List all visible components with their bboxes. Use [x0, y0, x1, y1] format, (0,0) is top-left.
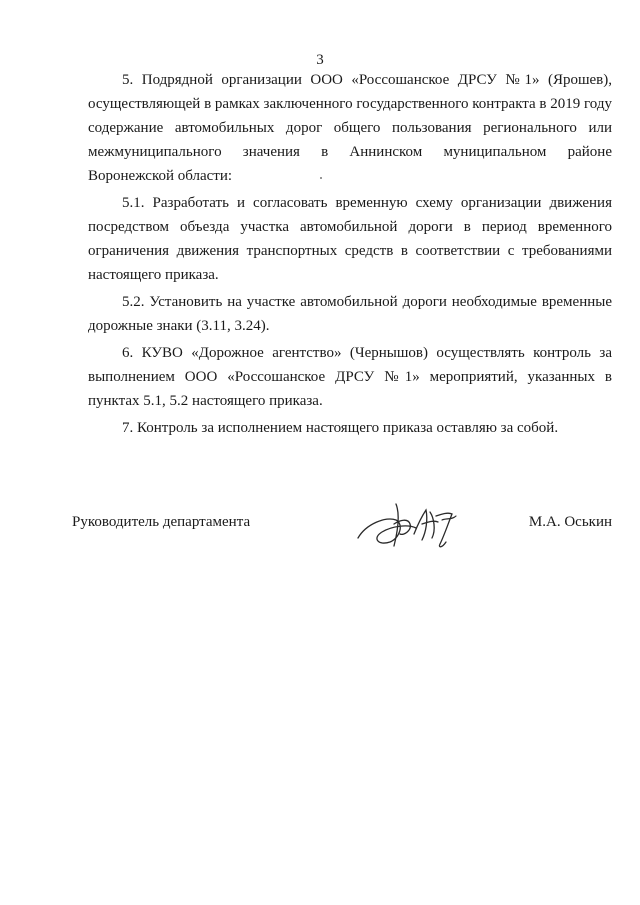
scan-speck — [320, 177, 322, 179]
page-number: 3 — [316, 52, 324, 68]
paragraph-6: 6. КУВО «Дорожное агентство» (Чернышов) осуществлять контроль за выполнением ООО «Россошанское ДРСУ №1» мероприятий, указанных в пунктах 5.1, 5.2 настоящего приказа. — [88, 345, 612, 409]
handwritten-signature — [356, 494, 466, 556]
paragraph-7: 7. Контроль за исполнением настоящего приказа оставляю за собой. — [122, 420, 559, 436]
paragraph-5-1: 5.1. Разработать и согласовать временную схему организации движения посредством объезда участка автомобильной дороги в период временного ограничения движения транспортных средств в соответствии с требованиями настоящего приказа. — [88, 195, 612, 283]
paragraph-5-2: 5.2. Установить на участке автомобильной дороги необходимые временные дорожные знаки (3.11, 3.24). — [88, 294, 612, 334]
signatory-name: М.А. Оськин — [528, 514, 612, 530]
document-body — [88, 68, 612, 440]
signatory-position: Руководитель департамента — [72, 514, 251, 530]
paragraph-5: 5. Подрядной организации ООО «Россошанское ДРСУ №1» (Ярошев), осуществляющей в рамках заключенного государственного контракта в 2019 году содержание автомобильных дорог общего пользования регионального или межмуниципального значения в Аннинском муниципальном районе Воронежской области: — [88, 72, 612, 184]
signature-block — [72, 510, 612, 570]
